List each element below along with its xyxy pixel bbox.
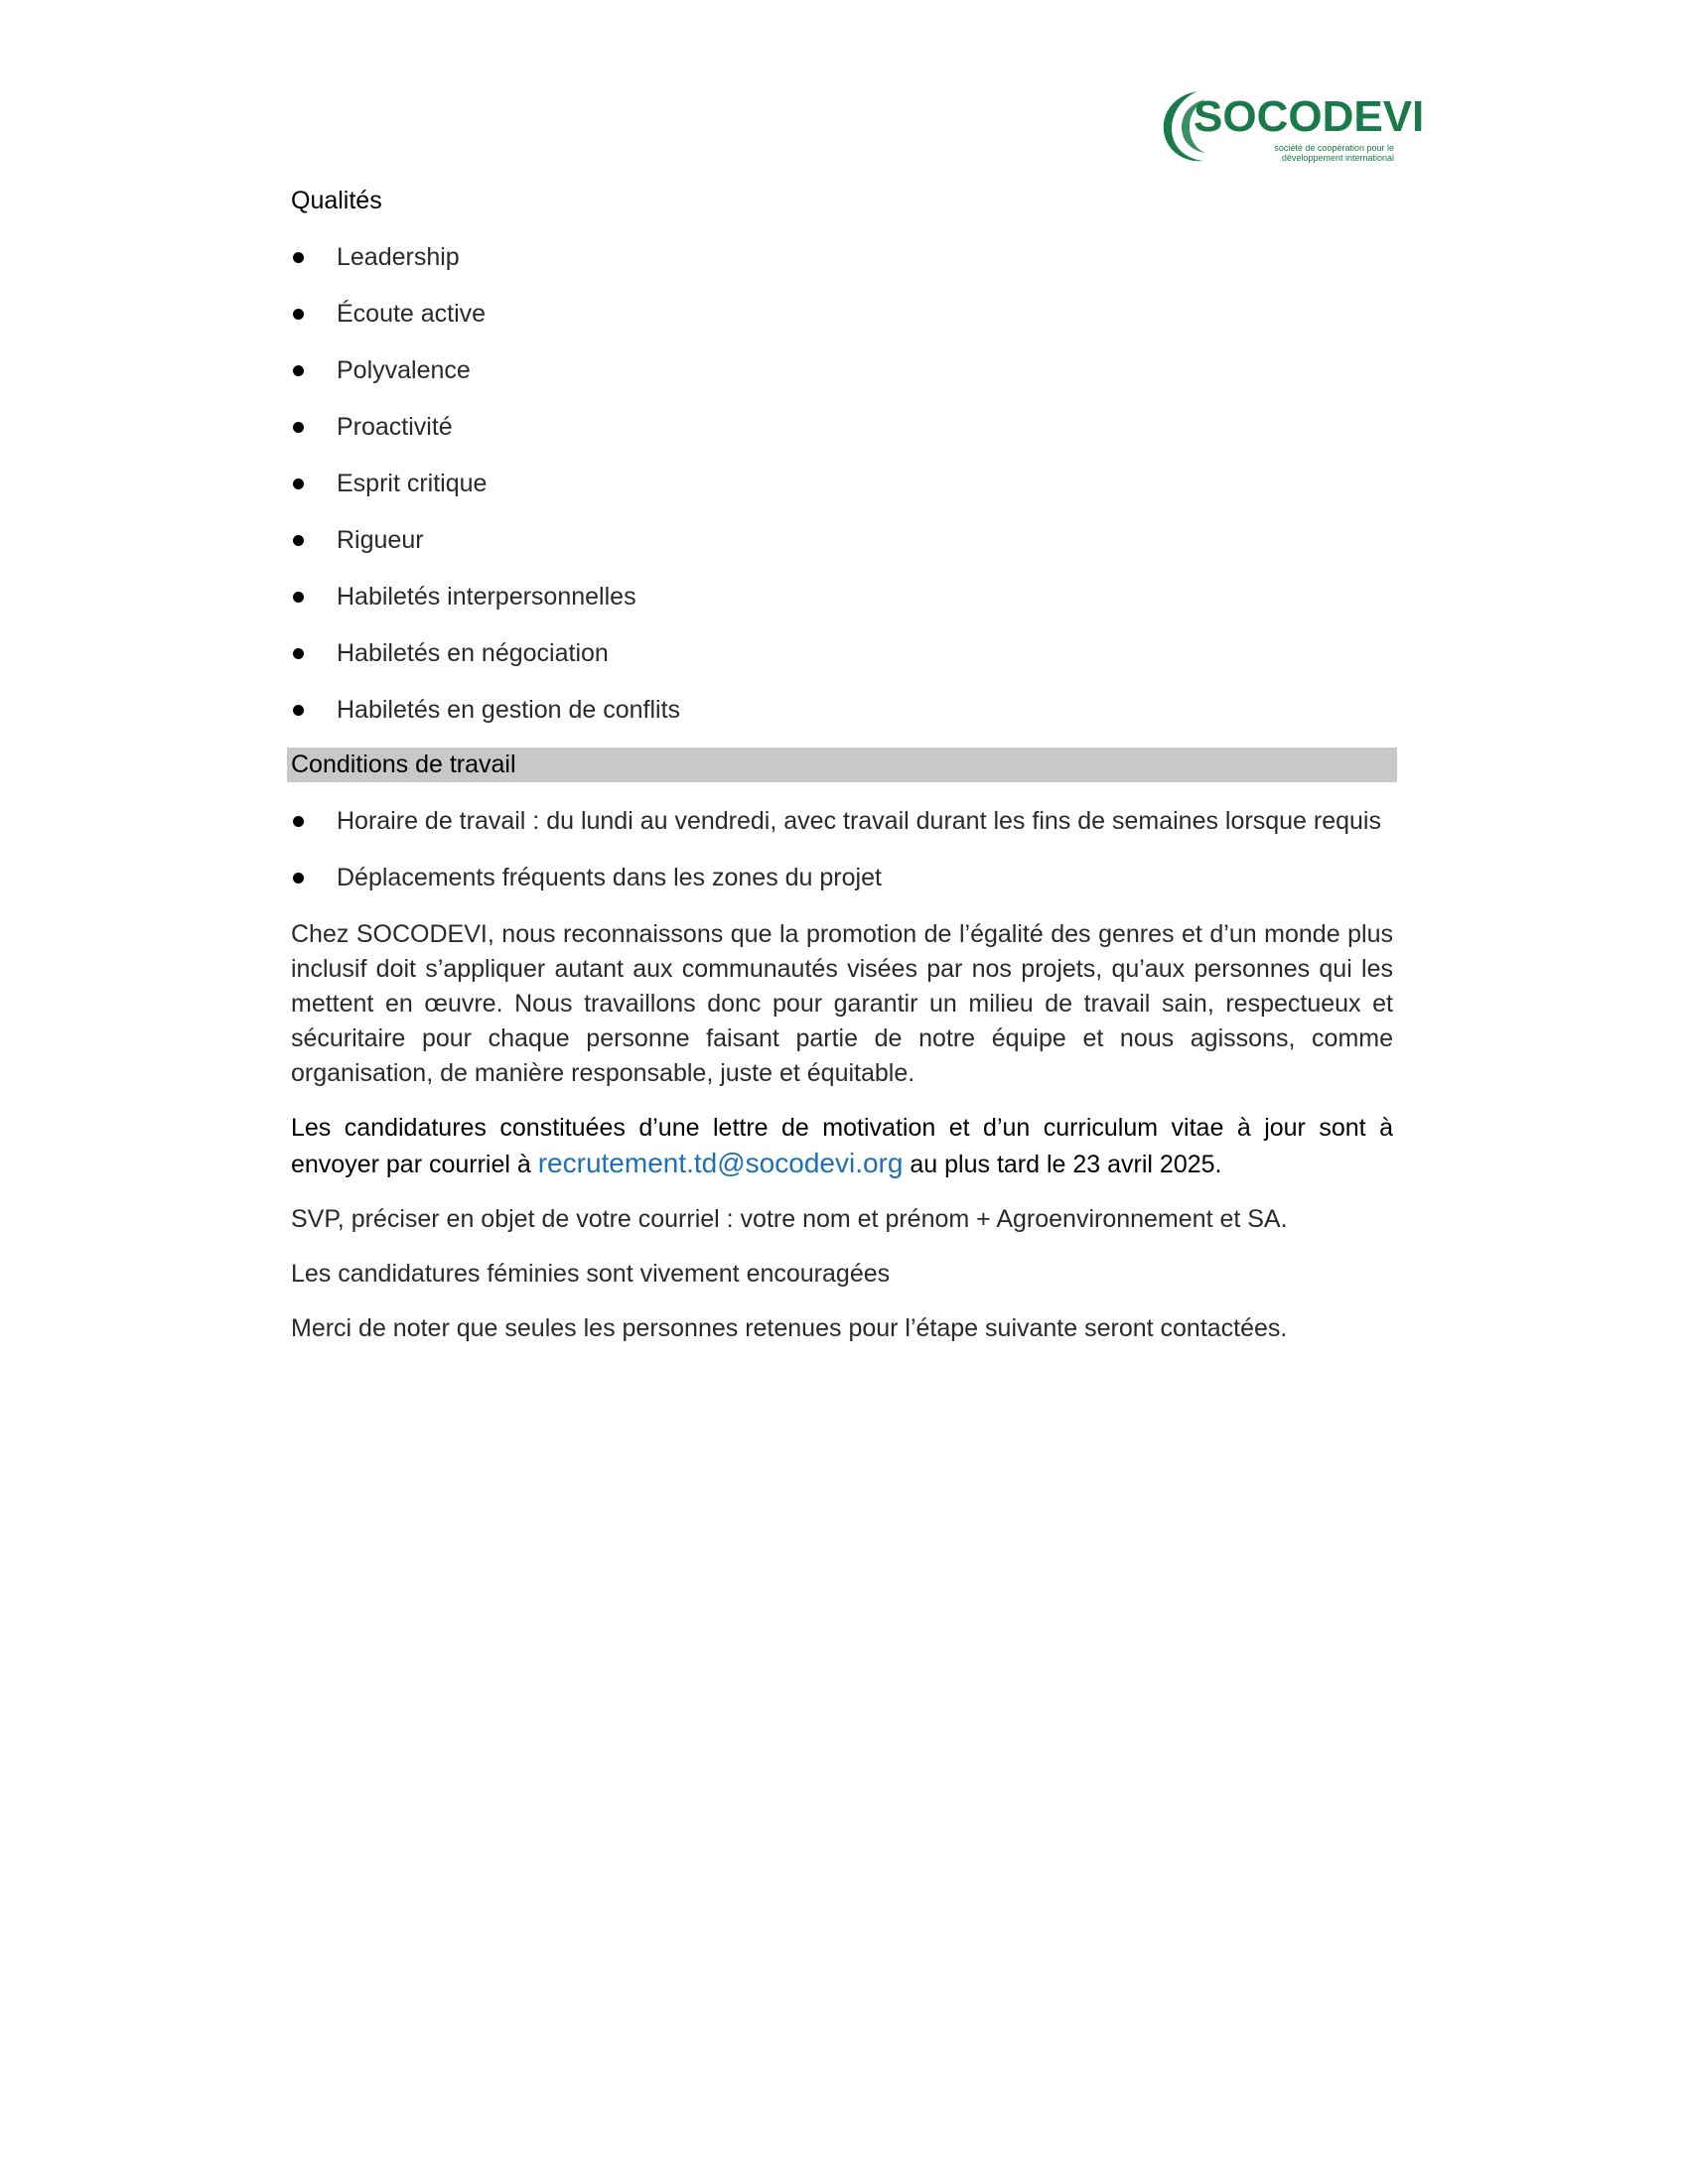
qualites-heading: Qualités bbox=[291, 187, 382, 214]
bullet-icon bbox=[293, 252, 304, 263]
bullet-icon bbox=[293, 705, 304, 716]
subject-instruction: SVP, préciser en objet de votre courriel : votre nom et prénom + Agroenvironnement et SA. bbox=[291, 1205, 1288, 1233]
conditions-heading: Conditions de travail bbox=[287, 748, 1397, 782]
email-link[interactable]: recrutement.td@socodevi.org bbox=[537, 1148, 904, 1178]
list-item: Esprit critique bbox=[291, 467, 1393, 501]
list-item: Habiletés interpersonnelles bbox=[291, 580, 1393, 614]
women-encouraged: Les candidatures féminies sont vivement encouragées bbox=[291, 1260, 891, 1288]
bullet-icon bbox=[293, 535, 304, 546]
list-item: Proactivité bbox=[291, 410, 1393, 445]
list-item: Leadership bbox=[291, 240, 1393, 275]
contact-note: Merci de noter que seules les personnes retenues pour l’étape suivante seront contactées. bbox=[291, 1314, 1288, 1342]
bullet-icon bbox=[293, 365, 304, 376]
conditions-list bbox=[291, 804, 1393, 895]
list-item: Rigueur bbox=[291, 523, 1393, 558]
list-item: Écoute active bbox=[291, 297, 1393, 332]
qualites-list bbox=[291, 240, 1393, 728]
logo-wordmark: SOCODEVI bbox=[1194, 92, 1425, 141]
bullet-icon bbox=[293, 816, 304, 827]
bullet-icon bbox=[293, 309, 304, 320]
logo-tagline-2: développement international bbox=[1281, 153, 1394, 163]
socodevi-logo bbox=[1160, 87, 1425, 167]
bullet-icon bbox=[293, 478, 304, 489]
document-body bbox=[291, 184, 1393, 1366]
list-item: Habiletés en négociation bbox=[291, 636, 1393, 671]
list-item: Polyvalence bbox=[291, 353, 1393, 388]
list-item: Habiletés en gestion de conflits bbox=[291, 693, 1393, 728]
logo-tagline-1: société de coopération pour le bbox=[1274, 143, 1394, 153]
application-paragraph: Les candidatures constituées d’une lettre de motivation et d’un curriculum vitae à jour sont à envoyer par courriel à recrutement.td@socodevi.org au plus tard le 23 avril 2025. bbox=[291, 1114, 1393, 1178]
list-item: Horaire de travail : du lundi au vendredi, avec travail durant les fins de semaines lorsque requis bbox=[291, 804, 1393, 839]
bullet-icon bbox=[293, 648, 304, 659]
bullet-icon bbox=[293, 873, 304, 884]
bullet-icon bbox=[293, 422, 304, 433]
equality-paragraph: Chez SOCODEVI, nous reconnaissons que la promotion de l’égalité des genres et d’un monde plus inclusif doit s’appliquer autant aux communautés visées par nos projets, qu’aux personnes qui les mettent en œuvre. Nous travaillons donc pour garantir un milieu de travail sain, respectueux et sécuritaire pour chaque personne faisant partie de notre équipe et nous agissons, comme organisation, de manière responsable, juste et équitable. bbox=[291, 920, 1393, 1087]
list-item: Déplacements fréquents dans les zones du projet bbox=[291, 861, 1393, 895]
bullet-icon bbox=[293, 592, 304, 603]
